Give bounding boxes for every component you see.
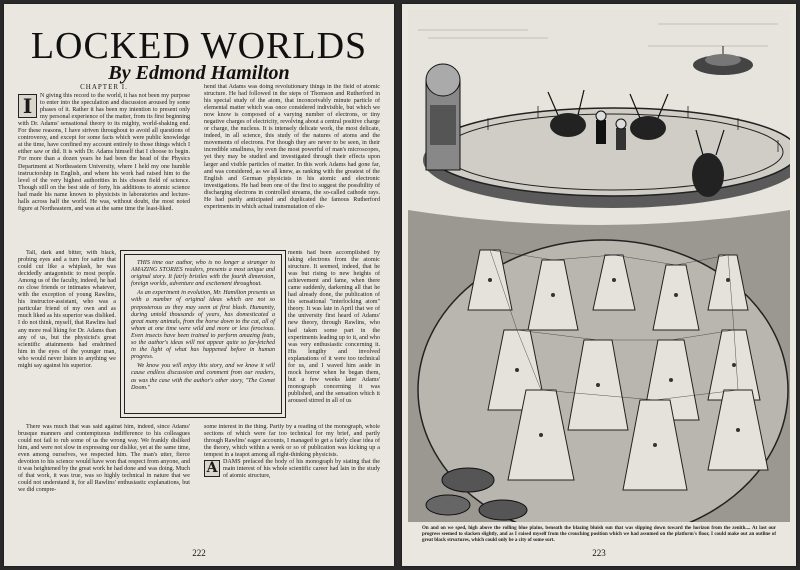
drop-cap: I (18, 94, 37, 118)
column-2-middle (288, 250, 380, 426)
column-1-bottom (18, 424, 190, 550)
drop-cap: A (204, 460, 220, 477)
paragraph: Tall, dark and bitter, with black, probing eyes and a turn for satire that could cut like a whiplash, he was decidedly antagonistic to most people. Among us of the faculty, indeed, he had no close friends or intimates whatever, with the exception of young Rawlins, his instructor-assistant, who was a particular friend of my own and as much liked as his superior was disliked. I do not think, myself, that Rawlins had any more real liking for Dr. Adams than any of us, but the physicist's great scientific attainments had enshrined him in the eyes of the younger man, who would never listen to anything we might say against his superior. (18, 250, 116, 369)
paragraph: ments had been accomplished by taking electrons from the atomic structure. It seemed, indeed, that he was but rising to new heights of achievement and fame, when there came suddenly, darkening all that he had already done, the publication of his sensational "interlocking atom" theory. It was late in April that we of the university first heard of Adams' new theory, through Rawlins, who had taken some part in the experiments leading up to it, and who was very enthusiastic concerning it. His lengthy and involved explanations of it were too technical for us, and I waved him aside in mock horror when he began them, but a few weeks later Adams' monograph concerning it was published, and the sensation which it aroused stirred in all of us (288, 250, 380, 404)
paragraph: There was much that was said against him, indeed, since Adams' brusque manners and contemptuous indifference to his colleagues could not fail to rub some of us the wrong way. We frankly disliked him, and were not slow in expressing our dislike, yet at the same time, even among ourselves, we respected him. The man's utter, fierce devotion to his science would have won that respect from anyone, and it was heightened by the great work he had done and was doing. Much of that work, it was true, was so highly technical in nature that we could not understand it, for all Rawlins' enthusiastic explanations, but we did compre- (18, 424, 190, 494)
city-of-cone-towers-illustration (408, 10, 790, 522)
right-page (402, 4, 796, 566)
paragraph: N giving this record to the world, it has not been my purpose to enter into the speculation and discussion aroused by some phases of it. Rather it has been my intention to present only my personal experience of the matter, from its first beginning with Dr. Adams' sensational theory to its mighty, world-shaking end. For these reasons, I have striven throughout to avoid all questions of controversy, and except for some facts which were public knowledge at the time, have confined my account entirely to those things which I either saw or did. It is with Dr. Adams himself that I choose to begin. For more than a dozen years he had been the head of the Physics Department at Northeastern University, where I held my one humble instructorship in English, and where his work had raised him to the level of the very highest authorities in his chosen field of science. Though still on the best side of forty, his additions to atomic science had made his name known to physicists in laboratories and lecture-halls across half the world. He was, without doubt, the most noted figure at Northeastern, and was at the same time the least-liked. (18, 93, 190, 212)
editor-note (124, 254, 282, 414)
paragraph: DAMS prefaced the body of his monograph by stating that the main interest of his whole scientific career had lain in the study of atomic structure, (223, 459, 380, 480)
editor-note-paragraph: THIS time our author, who is no longer a stranger to AMAZING STORIES readers, presents a most unique and original story. It fairly bristles with the fourth dimension, foreign worlds, adventure and excitement throughout. (131, 260, 275, 288)
story-title: LOCKED WORLDS (30, 25, 368, 67)
column-2-bottom (204, 424, 380, 550)
editor-note-paragraph: We know you will enjoy this story, and we know it will cause endless discussion and comment from our readers, as was the case with the author's other story, "The Comet Doom." (131, 363, 275, 391)
illustration-caption: On and on we sped, high above the rolling blue plains, beneath the blazing bluish sun that was slipping down toward the horizon from the zenith.... At last our progress seemed to slacken slightly, and as I raised myself from the crouching position which we had assumed on the platform's floor, I could make out an outline of great black structures, which could only be a city of some sort. (422, 526, 776, 543)
paragraph: hend that Adams was doing revolutionary things in the field of atomic structure. He had followed in the steps of Thomson and Rutherford in his special study of the atom, that inconceivably minute particle of elemental matter which was once considered indivisible, but which we now know is composed of a varying number of electrons, or tiny negative charges of electricity, revolving about a central positive charge or charge, the nucleus. It is intensely delicate work, the most delicate, indeed, in all science, this study of the natures of atoms and the movements of electrons. For though they are never to be seen, in their incredible smallness, by even the most powerful of man's microscopes, yet they may be studied and investigated through their effects upon larger and visible particles of matter. In this work Adams had gone far, and was considered, as we all knew, as ranking with the greatest of the English and German physicists in his atomic and electronic investigations. He had been one of the first to suggest the possibility of discharging electrons in controlled streams, the so-called cathode rays. He had partly anticipated and duplicated the famous Rutherford experiments in which actual transmutation of ele- (204, 84, 380, 210)
left-page (4, 4, 394, 566)
chapter-heading: CHAPTER I. (80, 84, 128, 91)
editor-note-box (120, 250, 286, 418)
editor-note-paragraph: As an experiment in evolution, Mr. Hamilton presents us with a number of original ideas which are not so preposterous as they may seem at first blush. Humanity, during untold thousands of years, has domesticated a great many animals, from the horse down to the cat, all of whom at one time were wild and more or less ferocious. Even insects have been trained to perform amazing feats, so the author's ideas will not appear quite so far-fetched in the light of what has happened before in human progress. (131, 290, 275, 361)
byline: By Edmond Hamilton (108, 62, 290, 84)
paragraph: some interest in the thing. Partly by a reading of the monograph, whole sections of which were far too technical for my brief, and partly through Rawlins' eager accounts, I managed to get a fairly clear idea of the theory, which within a week or so of publication was kicking up a tempest in a teapot among all right-thinking physicists. (204, 424, 380, 459)
column-1-middle (18, 250, 116, 426)
page-number: 222 (192, 548, 206, 558)
page-number: 223 (592, 548, 606, 558)
column-1-top (18, 84, 190, 250)
column-2-top (204, 84, 380, 250)
